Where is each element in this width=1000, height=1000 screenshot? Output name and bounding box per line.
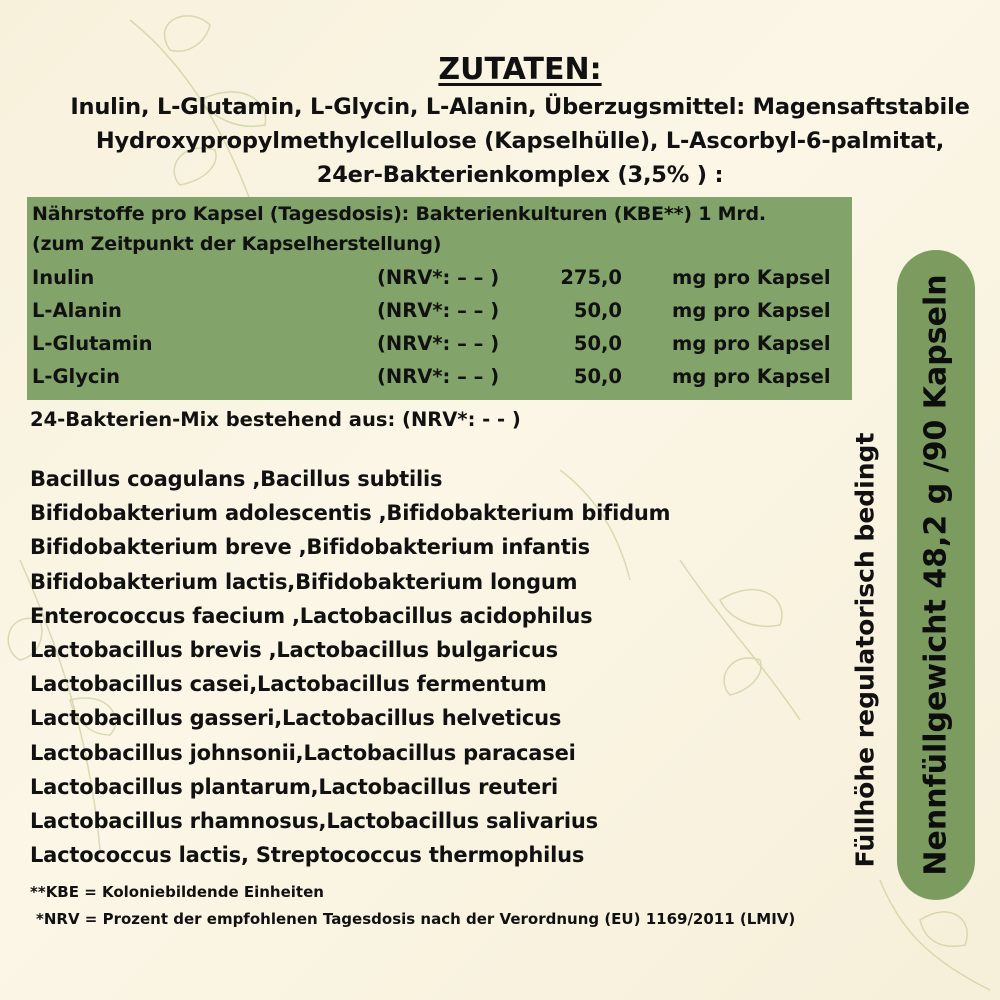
list-item: Lactobacillus rhamnosus,Lactobacillus salivarius [30, 809, 598, 834]
list-item: Lactobacillus casei,Lactobacillus fermentum [30, 672, 547, 697]
nutrient-panel [27, 197, 852, 400]
ingredients-intro [20, 90, 1000, 192]
nutrient-unit: mg pro Kapsel [672, 266, 831, 289]
nutrient-value: 50,0 [573, 299, 622, 322]
footnote-nrv: *NRV = Prozent der empfohlenen Tagesdosis nach der Verordnung (EU) 1169/2011 (LMIV) [36, 910, 796, 928]
ingredients-heading: ZUTATEN: [438, 52, 602, 87]
list-item: Bacillus coagulans ,Bacillus subtilis [30, 467, 443, 491]
nutrient-nrv: (NRV*: – – ) [377, 332, 500, 355]
bacteria-mix-title: 24-Bakterien-Mix bestehend aus: (NRV*: - - ) [30, 408, 521, 431]
nutrient-nrv: (NRV*: – – ) [377, 266, 500, 289]
intro-line: Inulin, L-Glutamin, L-Glycin, L-Alanin, Überzugsmittel: Magensaftstabile [70, 94, 970, 120]
nutrient-name: L-Glycin [32, 365, 121, 388]
intro-line: Hydroxypropylmethylcellulose (Kapselhülle), L-Ascorbyl-6-palmitat, [95, 128, 945, 154]
nutrient-unit: mg pro Kapsel [672, 365, 831, 388]
nutrient-unit: mg pro Kapsel [672, 299, 831, 322]
intro-line: 24er-Bakterienkomplex (3,5% ) : [316, 162, 724, 188]
list-item: Bifidobakterium breve ,Bifidobakterium infantis [30, 535, 590, 560]
nutrient-name: L-Glutamin [32, 332, 153, 355]
nutrient-value: 275,0 [560, 266, 622, 289]
list-item: Lactococcus lactis, Streptococcus thermophilus [30, 843, 585, 868]
nutrient-value: 50,0 [573, 365, 622, 388]
list-item: Enterococcus faecium ,Lactobacillus acidophilus [30, 603, 593, 628]
list-item: Lactobacillus johnsonii,Lactobacillus paracasei [30, 740, 576, 765]
fill-height-note-text: Füllhöhe regulatorisch bedingt [850, 432, 880, 868]
nutrient-row [32, 332, 847, 366]
list-item: Bifidobakterium lactis,Bifidobakterium longum [30, 569, 578, 594]
nutrient-name: Inulin [32, 266, 95, 289]
nutrient-nrv: (NRV*: – – ) [377, 299, 500, 322]
nutrient-name: L-Alanin [32, 299, 122, 322]
net-weight-badge [897, 250, 975, 900]
list-item: Lactobacillus gasseri,Lactobacillus helveticus [30, 706, 562, 731]
nutrient-panel-line2: (zum Zeitpunkt der Kapselherstellung) [32, 233, 442, 255]
list-item: Bifidobakterium adolescentis ,Bifidobakterium bifidum [30, 501, 671, 526]
net-weight-text: Nennfüllgewicht 48,2 g /90 Kapseln [918, 274, 954, 876]
footnote-kbe: **KBE = Koloniebildende Einheiten [30, 883, 324, 901]
nutrient-unit: mg pro Kapsel [672, 332, 831, 355]
nutrient-value: 50,0 [573, 332, 622, 355]
nutrient-row [32, 266, 847, 300]
nutrient-row [32, 365, 847, 399]
nutrient-nrv: (NRV*: – – ) [377, 365, 500, 388]
list-item: Lactobacillus plantarum,Lactobacillus reuteri [30, 774, 559, 799]
bacteria-list [30, 462, 670, 872]
nutrient-row [32, 299, 847, 333]
list-item: Lactobacillus brevis ,Lactobacillus bulgaricus [30, 638, 558, 663]
nutrient-panel-line1: Nährstoffe pro Kapsel (Tagesdosis): Bakterienkulturen (KBE**) 1 Mrd. [32, 203, 766, 225]
